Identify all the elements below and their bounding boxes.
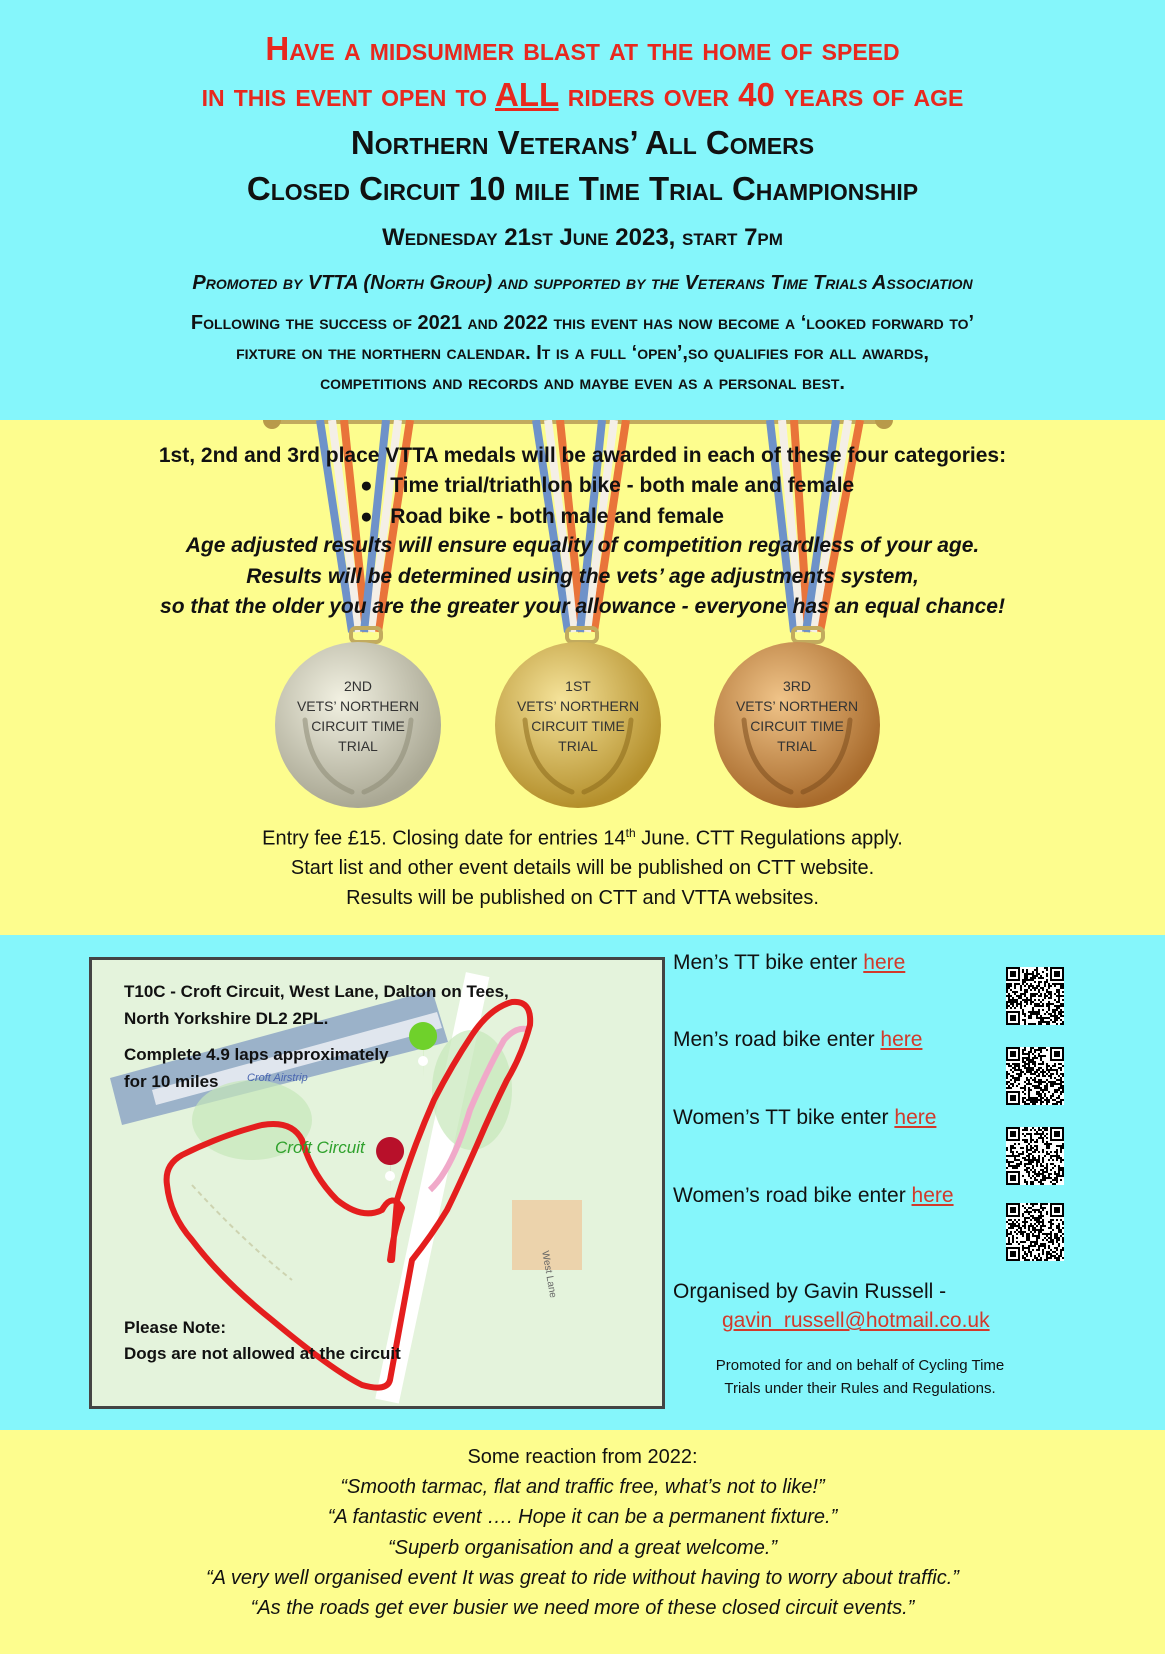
entry-womens-tt-text: Women’s TT bike enter <box>673 1106 895 1129</box>
organiser-email-link[interactable]: gavin_russell@hotmail.co.uk <box>722 1309 990 1332</box>
quote-1: “Smooth tarmac, flat and traffic free, what’s not to like!” <box>340 1476 825 1498</box>
intro-line-1: Following the success of 2021 and 2022 this event has now become a ‘looked forward to’ <box>190 312 975 334</box>
laps-line-2: for 10 miles <box>124 1072 219 1091</box>
headline-2-pre: in this event open to <box>201 76 495 113</box>
age-line-1: Age adjusted results will ensure equality of competition regardless of your age. <box>185 534 980 557</box>
medal-3rd-l2: CIRCUIT TIME <box>750 718 844 734</box>
bar-end-right <box>875 420 893 429</box>
medal-2nd-l2: CIRCUIT TIME <box>311 718 405 734</box>
entry-fee-sup: th <box>625 826 636 840</box>
laps-line-1: Complete 4.9 laps approximately <box>124 1045 389 1064</box>
bullet-2-text: Road bike - both male and female <box>390 505 724 528</box>
event-title-2: Closed Circuit 10 mile Time Trial Championship <box>246 170 919 207</box>
medal-1st-l2: CIRCUIT TIME <box>531 718 625 734</box>
medal-1st-l1: VETS’ NORTHERN <box>516 698 640 714</box>
bullet-1: ● Time trial/triathlon bike - both male and female <box>360 474 855 497</box>
course-address-2: North Yorkshire DL2 2PL. <box>124 1009 329 1028</box>
medal-3rd-l3: TRIAL <box>777 738 817 754</box>
intro-line-3: competitions and records and maybe even as a personal best. <box>320 372 845 394</box>
entry-womens-road <box>673 1184 954 1208</box>
event-date: Wednesday 21st June 2023, start 7pm <box>382 224 783 251</box>
medal-3rd-place: 3RD <box>782 678 811 694</box>
bullet-1-text: Time trial/triathlon bike - both male and female <box>390 474 855 497</box>
headline-2-all: ALL <box>495 76 559 113</box>
qr-code-womens-road[interactable] <box>1006 1203 1064 1261</box>
headline-2 <box>0 76 1165 114</box>
circuit-label: Croft Circuit <box>275 1138 365 1157</box>
entry-mens-road-link[interactable]: here <box>880 1028 923 1051</box>
start-list-info: Start list and other event details will be published on CTT website. <box>290 857 875 879</box>
quote-2: “A fantastic event …. Hope it can be a permanent fixture.” <box>327 1506 838 1528</box>
note-heading: Please Note: <box>124 1318 227 1337</box>
entry-band <box>0 935 1165 1430</box>
ctt-note-1: Promoted for and on behalf of Cycling Time <box>715 1357 1005 1374</box>
event-title-1: Northern Veterans’ All Comers <box>350 124 815 161</box>
medal-3rd-l1: VETS’ NORTHERN <box>735 698 859 714</box>
headline-1: Have a midsummer blast at the home of speed <box>265 30 900 67</box>
medal-1st-l3: TRIAL <box>558 738 598 754</box>
ctt-note <box>680 1354 1040 1400</box>
entry-mens-road-text: Men’s road bike enter <box>673 1028 881 1051</box>
entry-fee-post: June. CTT Regulations apply. <box>635 827 903 850</box>
note-text: Dogs are not allowed at the circuit <box>124 1344 401 1363</box>
entry-mens-tt-link[interactable]: here <box>863 951 906 974</box>
intro-line-2: fixture on the northern calendar. It is a full ‘open’,so qualifies for all awards, <box>236 342 929 364</box>
headline-2-post: riders over 40 years of age <box>558 76 964 113</box>
qr-code-mens-tt[interactable] <box>1006 967 1064 1025</box>
age-line-2: Results will be determined using the vets’ age adjustments system, <box>246 565 919 588</box>
entry-womens-tt <box>673 1106 936 1130</box>
qr-code-womens-tt[interactable] <box>1006 1127 1064 1185</box>
entry-fee-pre: Entry fee £15. Closing date for entries 14 <box>262 827 626 850</box>
qr-code-mens-road[interactable] <box>1006 1047 1064 1105</box>
quote-4: “A very well organised event It was great to ride without having to worry about traffic.” <box>206 1567 959 1589</box>
bar-end-left <box>263 420 281 429</box>
ctt-note-2: Trials under their Rules and Regulations. <box>724 1380 996 1397</box>
medal-1st-label <box>510 676 646 756</box>
organiser-email <box>722 1309 990 1333</box>
reactions-band <box>0 1430 1165 1654</box>
west-lane-label: West Lane <box>539 1250 559 1299</box>
medals-band <box>0 420 1165 935</box>
bullet-2: ● Road bike - both male and female <box>360 505 724 528</box>
entry-womens-road-text: Women’s road bike enter <box>673 1184 912 1207</box>
medals-lead: 1st, 2nd and 3rd place VTTA medals will be awarded in each of these four categories: <box>158 444 1007 467</box>
medal-2nd-l1: VETS’ NORTHERN <box>296 698 420 714</box>
entry-womens-road-link[interactable]: here <box>911 1184 954 1207</box>
entry-mens-tt-text: Men’s TT bike enter <box>673 951 864 974</box>
entry-womens-tt-link[interactable]: here <box>894 1106 937 1129</box>
medal-2nd-place: 2ND <box>343 678 372 694</box>
reactions-heading: Some reaction from 2022: <box>467 1446 698 1468</box>
organiser-label: Organised by Gavin Russell - <box>673 1280 947 1303</box>
circuit-map <box>89 957 665 1409</box>
medal-3rd-label <box>729 676 865 756</box>
medal-1st-place: 1ST <box>565 678 591 694</box>
quote-3: “Superb organisation and a great welcome.” <box>387 1537 778 1559</box>
entry-mens-road <box>673 1028 922 1052</box>
age-line-3: so that the older you are the greater your allowance - everyone has an equal chance! <box>160 595 1005 618</box>
entry-mens-tt <box>673 951 905 975</box>
medal-2nd-label <box>290 676 426 756</box>
medal-2nd-l3: TRIAL <box>338 738 378 754</box>
quote-5: “As the roads get ever busier we need more of these closed circuit events.” <box>250 1597 915 1619</box>
promoted-by: Promoted by VTTA (North Group) and supported by the Veterans Time Trials Association <box>192 272 973 294</box>
course-address-1: T10C - Croft Circuit, West Lane, Dalton on Tees, <box>124 982 509 1001</box>
airstrip-label: Croft Airstrip <box>247 1072 308 1084</box>
header-band <box>0 0 1165 420</box>
results-info: Results will be published on CTT and VTTA websites. <box>346 887 819 909</box>
